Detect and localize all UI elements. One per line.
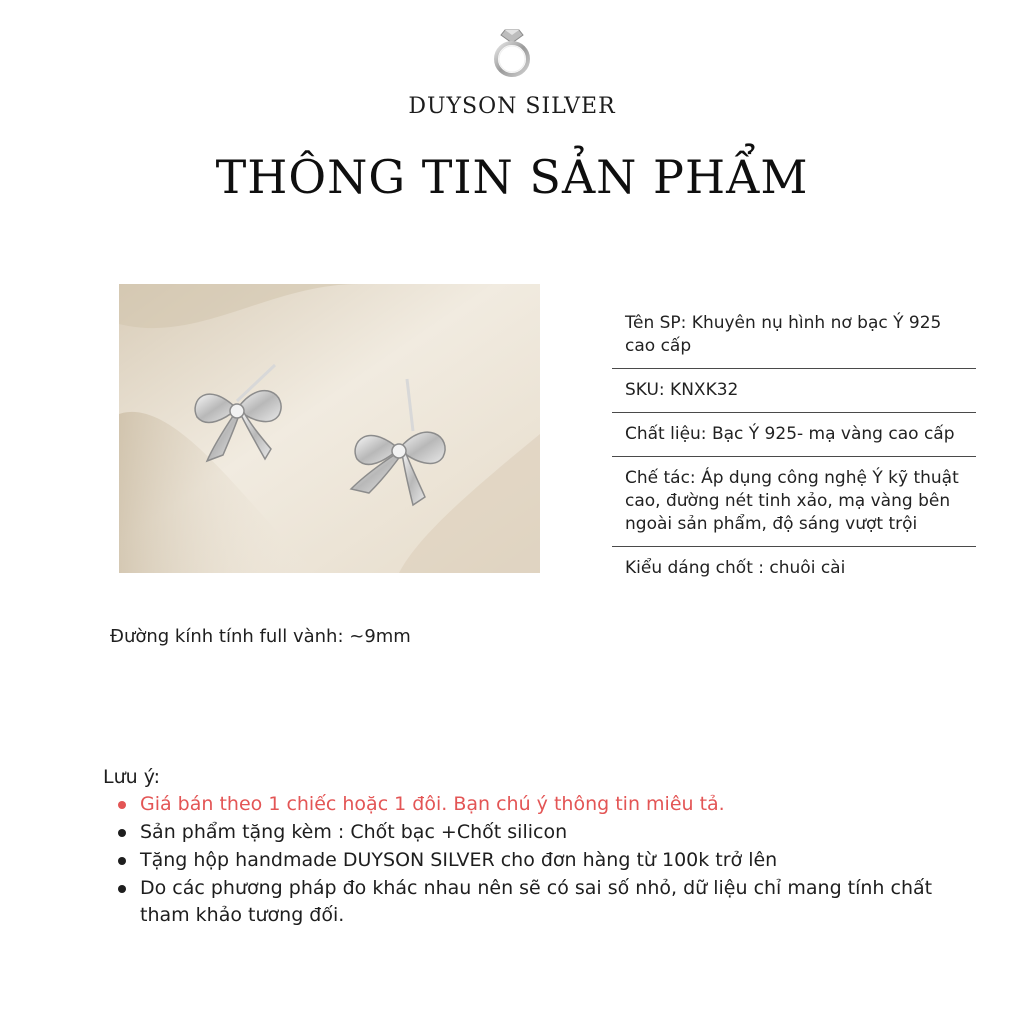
bullet-icon xyxy=(118,801,126,809)
brand-name: DUYSON SILVER xyxy=(408,94,616,119)
notes-heading: Lưu ý: xyxy=(103,766,160,788)
note-text: Sản phẩm tặng kèm : Chốt bạc +Chốt silicon xyxy=(140,821,568,843)
spec-sku: SKU: KNXK32 xyxy=(612,369,976,413)
page-title: THÔNG TIN SẢN PHẨM xyxy=(215,150,809,204)
list-item xyxy=(140,791,933,818)
spec-clasp-style: Kiểu dáng chốt : chuôi cài xyxy=(625,558,846,578)
bullet-icon xyxy=(118,885,126,893)
list-item xyxy=(140,819,933,846)
diameter-note: Đường kính tính full vành: ~9mm xyxy=(110,626,411,647)
notes-list xyxy=(103,791,933,929)
spec-product-name: Tên SP: Khuyên nụ hình nơ bạc Ý 925 cao cấp xyxy=(612,302,976,369)
product-photo xyxy=(119,284,540,573)
bullet-icon xyxy=(118,829,126,837)
spec-craftsmanship: Chế tác: Áp dụng công nghệ Ý kỹ thuật cao, đường nét tinh xảo, mạ vàng bên ngoài sản phẩm, độ sáng vượt trội xyxy=(612,457,976,547)
note-text: Do các phương pháp đo khác nhau nên sẽ có sai số nhỏ, dữ liệu chỉ mang tính chất tham khảo tương đối. xyxy=(140,877,933,926)
note-text: Giá bán theo 1 chiếc hoặc 1 đôi. Bạn chú ý thông tin miêu tả. xyxy=(140,793,725,815)
notes-section xyxy=(103,766,933,930)
spec-material: Chất liệu: Bạc Ý 925- mạ vàng cao cấp xyxy=(612,413,976,457)
bullet-icon xyxy=(118,857,126,865)
diamond-ring-icon xyxy=(491,26,533,80)
note-text: Tặng hộp handmade DUYSON SILVER cho đơn hàng từ 100k trở lên xyxy=(140,849,778,871)
list-item xyxy=(140,875,933,929)
list-item xyxy=(140,847,933,874)
spec-list xyxy=(612,302,976,590)
